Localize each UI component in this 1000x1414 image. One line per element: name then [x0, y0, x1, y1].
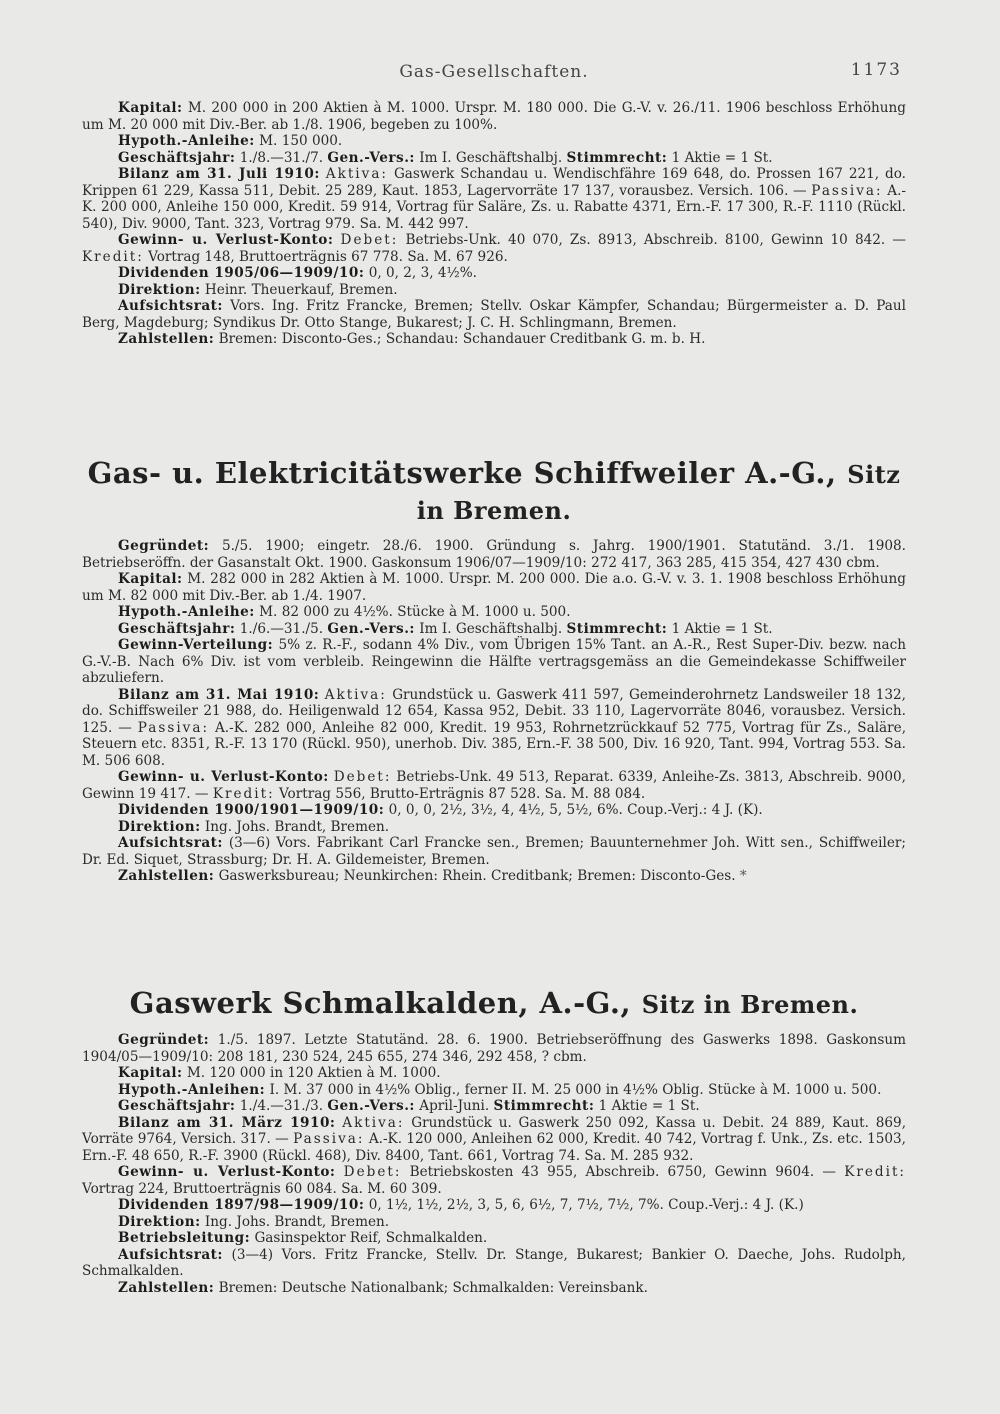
entry-direktion — [82, 819, 906, 836]
text-passiva: A.-K. 120 000, Anleihen 62 000, Kredit. 40 742, Vortrag f. Unk., Zs. etc. 1503, Ern.-F. 48 650, R.-F. 3900 (Rückl. 468), Div. 8400, Tant. 661, Vortrag 74. Sa. M. 285 932. — [82, 1131, 907, 1164]
text-passiva: A.-K. 200 000, Anleihe 150 000, Kredit. 59 914, Vortrag für Saläre, Zs. u. Rabatte 4371, Ern.-F. 17 300, R.-F. 1110 (Rückl. 540), Div. 9000, Tant. 323, Vortrag 979. Sa. M. 442 997. — [82, 182, 906, 232]
label-bilanz: Bilanz am 31. Mai 1910: — [118, 686, 320, 703]
label-kapital: Kapital: — [118, 100, 183, 116]
entry-geschaeftsjahr — [82, 150, 906, 167]
label-zahlstellen: Zahlstellen: — [118, 331, 215, 347]
section-gas-schandau — [82, 100, 906, 348]
entry-aufsichtsrat — [82, 835, 906, 868]
entry-zahlstellen — [82, 868, 906, 885]
text-aktiva: Grundstück u. Gaswerk 411 597, Gemeinderohrnetz Landsweiler 18 132, do. Schiffsweiler 21 988, do. Heiligenwald 12 654, Kassa 952, Debit. 33 110, Lagervorräte 8046, vorausbez. Versich. 125. — — [82, 686, 906, 736]
text-hypothek: I. M. 37 000 in 4½% Oblig., ferner II. M. 25 000 in 4½% Oblig. Stücke à M. 1000 u. 500. — [269, 1081, 882, 1098]
label-direktion: Direktion: — [118, 281, 201, 298]
entry-aufsichtsrat — [82, 298, 906, 331]
label-kredit: Kredit: — [844, 1164, 906, 1180]
page-number: 1173 — [850, 60, 902, 80]
text-geschaeftsjahr: 1./4.—31./3. — [239, 1098, 324, 1114]
text-passiva: A.-K. 282 000, Anleihe 82 000, Kredit. 19 953, Rohrnetzrückkauf 52 775, Vortrag für Zs., Saläre, Steuern etc. 8351, R.-F. 13 170 (Rückl. 950), unerhob. Div. 385, Ern.-F. 38 500, Div. 16 920, Tant. 994, Vortrag 553. Sa. M. 506 608. — [82, 719, 907, 769]
label-passiva: Passiva: — [137, 719, 210, 736]
text-gen-vers: Im I. Geschäftshalbj. — [419, 620, 563, 637]
entry-hypothek — [82, 1082, 906, 1099]
label-bilanz: Bilanz am 31. März 1910: — [118, 1114, 336, 1131]
label-hypothek: Hypoth.-Anleihe: — [118, 133, 255, 149]
running-title: Gas-Gesellschaften. — [399, 62, 589, 82]
text-debet: Betriebskosten 43 955, Abschreib. 6750, Gewinn 9604. — — [409, 1164, 836, 1180]
text-kapital: M. 120 000 in 120 Aktien à M. 1000. — [186, 1065, 441, 1081]
label-geschaeftsjahr: Geschäftsjahr: — [118, 149, 236, 166]
label-gewinn-verlust: Gewinn- u. Verlust-Konto: — [118, 769, 329, 785]
label-kredit: Kredit: — [212, 785, 275, 802]
text-aufsichtsrat: (3—6) Vors. Fabrikant Carl Francke sen., Bremen; Bauunternehmer Joh. Witt sen., Schiffweiler; Dr. Ed. Siquet, Strassburg; Dr. H. A. Gildemeister, Bremen. — [82, 835, 906, 868]
label-gen-vers: Gen.-Vers.: — [327, 149, 415, 166]
label-debet: Debet: — [340, 232, 399, 248]
label-direktion: Direktion: — [118, 818, 201, 835]
label-kapital: Kapital: — [118, 571, 183, 587]
text-zahlstellen: Gaswerksbureau; Neunkirchen: Rhein. Creditbank; Bremen: Disconto-Ges. — [218, 868, 736, 884]
label-gen-vers: Gen.-Vers.: — [327, 620, 415, 637]
entry-hypothek — [82, 604, 906, 621]
label-aufsichtsrat: Aufsichtsrat: — [118, 298, 223, 314]
entry-dividenden — [82, 802, 906, 819]
text-dividenden: 0, 0, 0, 2½, 3½, 4, 4½, 5, 5½, 6%. Coup.-Verj.: 4 J. (K). — [388, 802, 763, 818]
entry-hypothek — [82, 133, 906, 150]
text-geschaeftsjahr: 1./8.—31./7. — [239, 149, 324, 166]
text-gen-vers: Im I. Geschäftshalbj. — [419, 149, 563, 166]
label-dividenden: Dividenden 1900/1901—1909/10: — [118, 802, 385, 818]
section-schiffweiler — [82, 456, 906, 885]
entry-direktion — [82, 282, 906, 299]
label-hypothek: Hypoth.-Anleihen: — [118, 1081, 266, 1098]
text-aktiva: Grundstück u. Gaswerk 250 092, Kassa u. Debit. 24 889, Kaut. 869, Vorräte 9764, Versich. 317. — — [82, 1114, 907, 1147]
text-direktion: Ing. Johs. Brandt, Bremen. — [204, 818, 390, 835]
text-kredit: Vortrag 556, Brutto-Erträgnis 87 528. Sa. M. 88 084. — [278, 785, 646, 802]
footnote-mark: * — [739, 868, 747, 884]
entry-dividenden — [82, 1197, 906, 1214]
label-aktiva: Aktiva: — [325, 166, 389, 182]
label-gewinn-verteilung: Gewinn-Verteilung: — [118, 637, 274, 653]
text-zahlstellen: Bremen: Deutsche Nationalbank; Schmalkalden: Vereinsbank. — [218, 1279, 648, 1296]
entry-bilanz — [82, 687, 906, 770]
entry-gewinn-verlust — [82, 232, 906, 265]
label-debet: Debet: — [343, 1164, 402, 1180]
entry-gegruendet — [82, 1032, 906, 1065]
label-gewinn-verlust: Gewinn- u. Verlust-Konto: — [118, 1164, 336, 1180]
label-bilanz: Bilanz am 31. Juli 1910: — [118, 166, 320, 182]
label-dividenden: Dividenden 1897/98—1909/10: — [118, 1197, 365, 1213]
text-debet: Betriebs-Unk. 49 513, Reparat. 6339, Anleihe-Zs. 3813, Abschreib. 9000, Gewinn 19 417. — — [82, 769, 906, 802]
label-aktiva: Aktiva: — [342, 1114, 405, 1131]
entry-kapital — [82, 1065, 906, 1082]
text-zahlstellen: Bremen: Disconto-Ges.; Schandau: Schandauer Creditbank G. m. b. H. — [218, 331, 706, 347]
label-gegruendet: Gegründet: — [118, 1032, 210, 1048]
entry-kapital — [82, 100, 906, 133]
entry-gewinn-verlust — [82, 769, 906, 802]
label-zahlstellen: Zahlstellen: — [118, 868, 215, 884]
text-geschaeftsjahr: 1./6.—31./5. — [239, 620, 324, 637]
text-gegruendet: 1./5. 1897. Letzte Statutänd. 28. 6. 1900. Betriebseröffnung des Gaswerks 1898. Gaskonsum 1904/05—1909/10: 208 181, 230 524, 245 655, 274 346, 292 458, ? cbm. — [82, 1032, 906, 1065]
text-aufsichtsrat: (3—4) Vors. Fritz Francke, Stellv. Dr. Stange, Bukarest; Bankier O. Daeche, Johs. Rudolph, Schmalkalden. — [82, 1246, 906, 1279]
text-stimmrecht: 1 Aktie = 1 St. — [671, 149, 773, 166]
company-name: Gas- u. Elektricitätswerke Schiffweiler A.-G., — [87, 456, 837, 490]
company-seat: Sitz in Bremen. — [641, 990, 859, 1019]
text-kapital: M. 200 000 in 200 Aktien à M. 1000. Urspr. M. 180 000. Die G.-V. v. 26./11. 1906 beschloss Erhöhung um M. 20 000 mit Div.-Ber. ab 1./8. 1906, begeben zu 100%. — [82, 100, 906, 133]
label-stimmrecht: Stimmrecht: — [493, 1098, 595, 1114]
text-direktion: Ing. Johs. Brandt, Bremen. — [204, 1213, 390, 1230]
label-geschaeftsjahr: Geschäftsjahr: — [118, 620, 236, 637]
label-hypothek: Hypoth.-Anleihe: — [118, 604, 255, 620]
company-title-schiffweiler — [82, 456, 906, 528]
label-aktiva: Aktiva: — [324, 686, 387, 703]
label-aufsichtsrat: Aufsichtsrat: — [118, 835, 223, 851]
text-kapital: M. 282 000 in 282 Aktien à M. 1000. Urspr. M. 200 000. Die a.o. G.-V. v. 3. 1. 1908 beschloss Erhöhung um M. 82 000 mit Div.-Ber. ab 1./4. 1907. — [82, 571, 906, 604]
text-stimmrecht: 1 Aktie = 1 St. — [598, 1098, 700, 1114]
entry-betriebsleitung — [82, 1230, 906, 1247]
entry-geschaeftsjahr — [82, 621, 906, 638]
text-aktiva: Gaswerk Schandau u. Wendischfähre 169 648, do. Prossen 167 221, do. Krippen 61 229, Kassa 511, Debit. 25 289, Kaut. 1853, Lagervorräte 17 137, vorausbez. Versich. 106. — — [82, 166, 907, 199]
label-passiva: Passiva: — [293, 1131, 365, 1147]
text-dividenden: 0, 0, 2, 3, 4½%. — [368, 265, 477, 281]
label-aufsichtsrat: Aufsichtsrat: — [118, 1246, 223, 1263]
label-direktion: Direktion: — [118, 1213, 201, 1230]
label-dividenden: Dividenden 1905/06—1909/10: — [118, 265, 365, 281]
section-schmalkalden — [82, 986, 906, 1296]
text-kredit: Vortrag 148, Bruttoerträgnis 67 778. Sa. M. 67 926. — [148, 248, 508, 265]
entry-geschaeftsjahr — [82, 1098, 906, 1115]
entry-aufsichtsrat — [82, 1247, 906, 1280]
label-debet: Debet: — [333, 769, 392, 785]
label-kapital: Kapital: — [118, 1065, 183, 1081]
entry-direktion — [82, 1214, 906, 1231]
entry-bilanz — [82, 166, 906, 232]
label-stimmrecht: Stimmrecht: — [566, 620, 668, 637]
company-title-schmalkalden — [82, 986, 906, 1022]
text-debet: Betriebs-Unk. 40 070, Zs. 8913, Abschreib. 8100, Gewinn 10 842. — — [405, 232, 906, 248]
entry-bilanz — [82, 1115, 906, 1165]
text-direktion: Heinr. Theuerkauf, Bremen. — [204, 281, 398, 298]
entry-gewinn-verteilung — [82, 637, 906, 687]
label-gewinn-verlust: Gewinn- u. Verlust-Konto: — [118, 232, 334, 248]
entry-zahlstellen — [82, 1280, 906, 1297]
text-hypothek: M. 150 000. — [259, 133, 343, 149]
entry-gegruendet — [82, 538, 906, 571]
text-gewinn-verteilung: 5% z. R.-F., sodann 4% Div., vom Übrigen 15% Tant. an A.-R., Rest Super-Div. bezw. nach G.-V.-B. Nach 6% Div. ist vom verbleib. Reingewinn die Hälfte vertragsgemäss an die Gemeindekasse Schiffweiler abzuliefern. — [82, 637, 906, 686]
entry-kapital — [82, 571, 906, 604]
text-aufsichtsrat: Vors. Ing. Fritz Francke, Bremen; Stellv. Oskar Kämpfer, Schandau; Bürgermeister a. D. Paul Berg, Magdeburg; Syndikus Dr. Otto Stange, Bukarest; J. C. H. Schlingmann, Bremen. — [82, 298, 906, 331]
entry-dividenden — [82, 265, 906, 282]
company-name: Gaswerk Schmalkalden, A.-G., — [129, 986, 632, 1020]
label-gen-vers: Gen.-Vers.: — [327, 1098, 415, 1114]
label-stimmrecht: Stimmrecht: — [566, 149, 668, 166]
label-zahlstellen: Zahlstellen: — [118, 1279, 215, 1296]
text-dividenden: 0, 1½, 1½, 2½, 3, 5, 6, 6½, 7, 7½, 7½, 7%. Coup.-Verj.: 4 J. (K.) — [368, 1197, 804, 1213]
entry-zahlstellen — [82, 331, 906, 348]
text-stimmrecht: 1 Aktie = 1 St. — [671, 620, 773, 637]
text-gegruendet: 5./5. 1900; eingetr. 28./6. 1900. Gründung s. Jahrg. 1900/1901. Statutänd. 3./1. 1908. Betriebseröffn. der Gasanstalt Okt. 1900. Gaskonsum 1906/07—1909/10: 272 417, 363 285, 415 354, 427 430 cbm. — [82, 538, 906, 571]
entry-gewinn-verlust — [82, 1164, 906, 1197]
text-kredit: Vortrag 224, Bruttoerträgnis 60 084. Sa. M. 60 309. — [82, 1180, 442, 1197]
label-passiva: Passiva: — [811, 182, 883, 199]
label-kredit: Kredit: — [82, 248, 144, 265]
company-seat: Sitz in Bremen. — [416, 460, 901, 525]
text-hypothek: M. 82 000 zu 4½%. Stücke à M. 1000 u. 500. — [259, 604, 571, 620]
text-gen-vers: April-Juni. — [419, 1098, 490, 1114]
label-geschaeftsjahr: Geschäftsjahr: — [118, 1098, 236, 1114]
label-betriebsleitung: Betriebsleitung: — [118, 1230, 251, 1246]
text-betriebsleitung: Gasinspektor Reif, Schmalkalden. — [254, 1230, 488, 1246]
label-gegruendet: Gegründet: — [118, 538, 210, 554]
